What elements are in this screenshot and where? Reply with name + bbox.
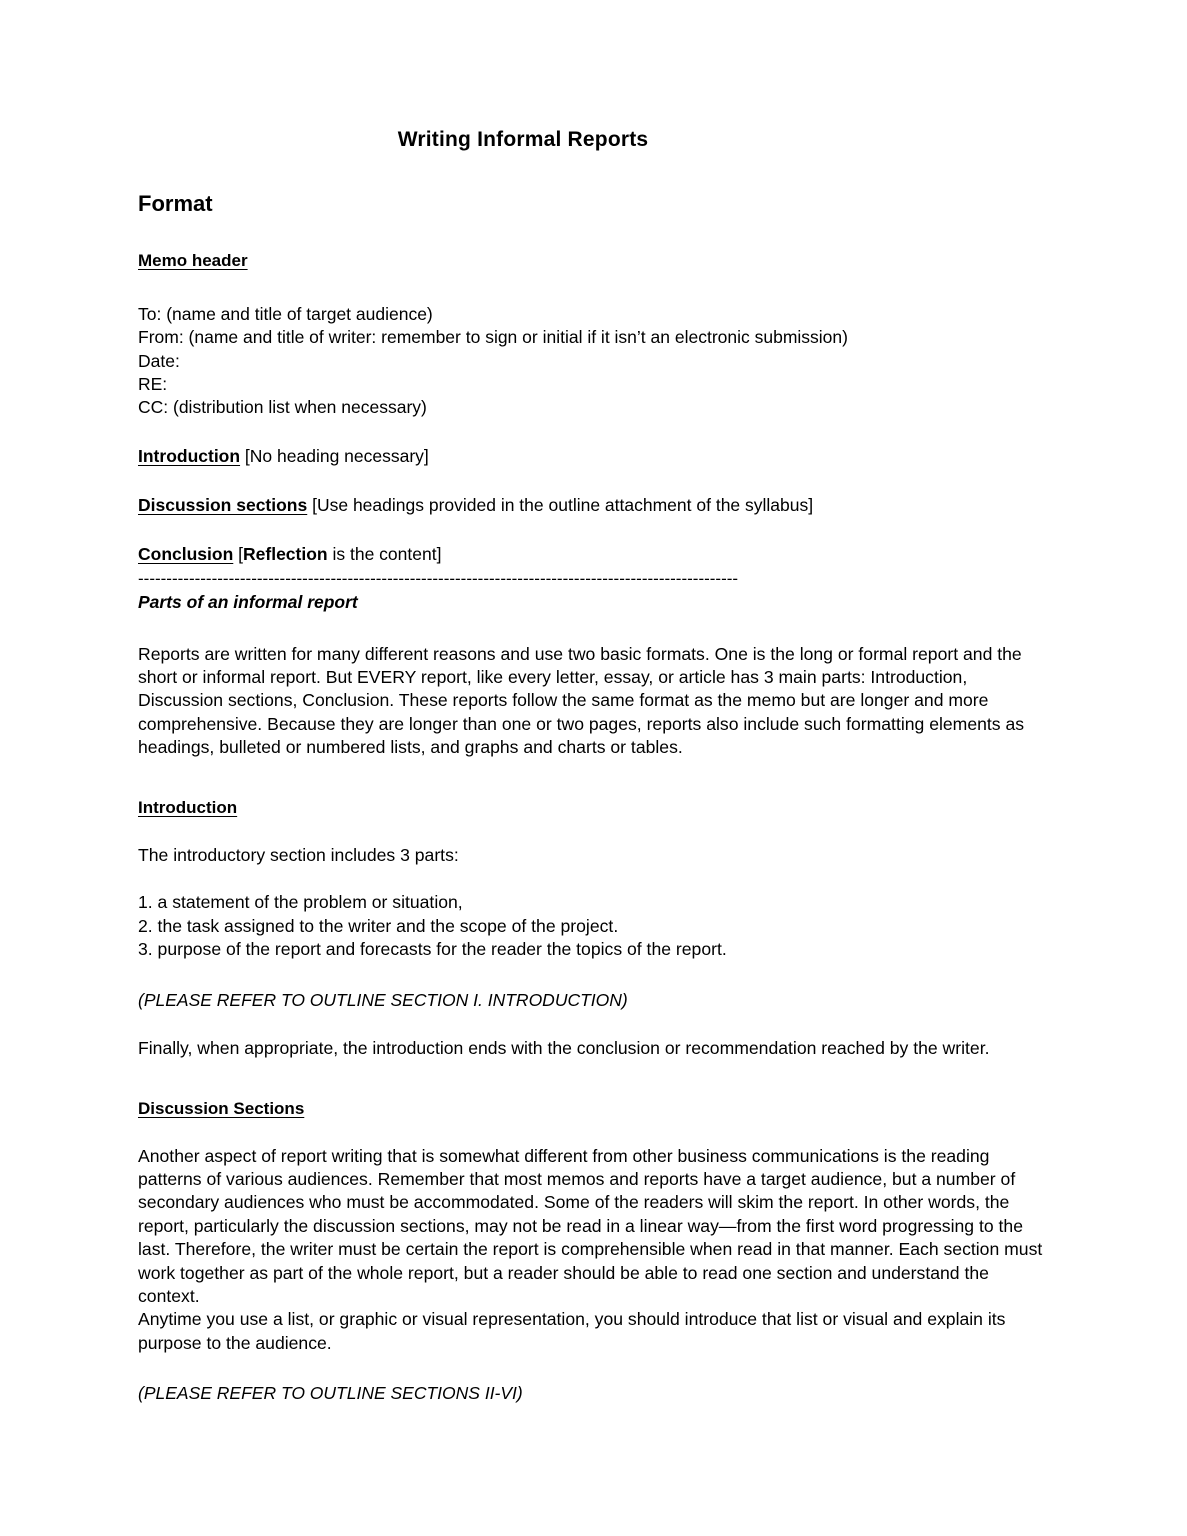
memo-line-re: RE: [138,373,168,394]
tagline-conclusion [138,543,1048,566]
tagline-introduction-label: Introduction [138,446,241,467]
document-content [138,128,1048,1404]
subsection-heading-introduction: Introduction [138,797,238,817]
refer-note-introduction: (PLEASE REFER TO OUTLINE SECTION I. INTRODUCTION) [138,990,628,1011]
tagline-discussion-sections [138,494,1048,517]
list-item: 2. the task assigned to the writer and the scope of the project. [138,915,619,936]
paragraph-introduction-closing: Finally, when appropriate, the introduction ends with the conclusion or recommendation reached by the writer. [138,1038,990,1059]
tagline-discussion-sections-label: Discussion sections [138,495,308,516]
subsection-heading-memo-header: Memo header [138,251,248,270]
tagline-conclusion-close: is the content] [327,543,442,564]
subsection-heading-parts-of-an-informal-report: Parts of an informal report [138,591,358,612]
memo-header-block [138,303,1048,419]
list-item: 3. purpose of the report and forecasts for the reader the topics of the report. [138,939,727,960]
tagline-introduction [138,445,1048,468]
introduction-numbered-list [138,891,1048,962]
paragraph-introduction-lead: The introductory section includes 3 parts: [138,844,459,865]
memo-line-to: To: (name and title of target audience) [138,304,433,324]
page-title: Writing Informal Reports [397,128,649,151]
horizontal-divider: ---------------------------------------------------------------------------------------------------------- [138,571,739,586]
paragraph-discussion-sections-continued: Anytime you use a list, or graphic or visual representation, you should introduce that list or visual and explain its purpose to the audience. [138,1309,1006,1353]
tagline-conclusion-reflection: Reflection [243,543,328,564]
memo-line-date: Date: [138,350,180,371]
subsection-heading-discussion-sections: Discussion Sections [138,1098,305,1118]
section-heading-format: Format [138,191,213,216]
list-item: 1. a statement of the problem or situation, [138,891,463,912]
tagline-introduction-note: [No heading necessary] [240,446,429,467]
memo-line-cc: CC: (distribution list when necessary) [138,397,427,418]
tagline-discussion-sections-note: [Use headings provided in the outline attachment of the syllabus] [307,495,814,516]
tagline-conclusion-label: Conclusion [138,543,234,564]
memo-line-from: From: (name and title of writer: remember to sign or initial if it isn’t an electronic submission) [138,327,848,348]
tagline-conclusion-open: [ [233,543,244,564]
paragraph-discussion-sections: Another aspect of report writing that is somewhat different from other business communications is the reading patterns of various audiences. Remember that most memos and reports have a target audience, but a number of secondary audiences who must be accommodated. Some of the readers will skim the report. In other words, the report, particularly the discussion sections, may not be read in a linear way—from the first word progressing to the last. Therefore, the writer must be certain the report is comprehensible when read in that manner. Each section must work together as part of the whole report, but a reader should be able to read one section and understand the context. [138,1145,1043,1306]
refer-note-discussion-sections: (PLEASE REFER TO OUTLINE SECTIONS II-VI) [138,1383,523,1404]
paragraph-parts-of-an-informal-report: Reports are written for many different reasons and use two basic formats. One is the long or formal report and the short or informal report. But EVERY report, like every letter, essay, or article has 3 main parts: Introduction, Discussion sections, Conclusion. These reports follow the same format as the memo but are longer and more comprehensive. Because they are longer than one or two pages, reports also include such formatting elements as headings, bulleted or numbered lists, and graphs and charts or tables. [138,643,1025,758]
